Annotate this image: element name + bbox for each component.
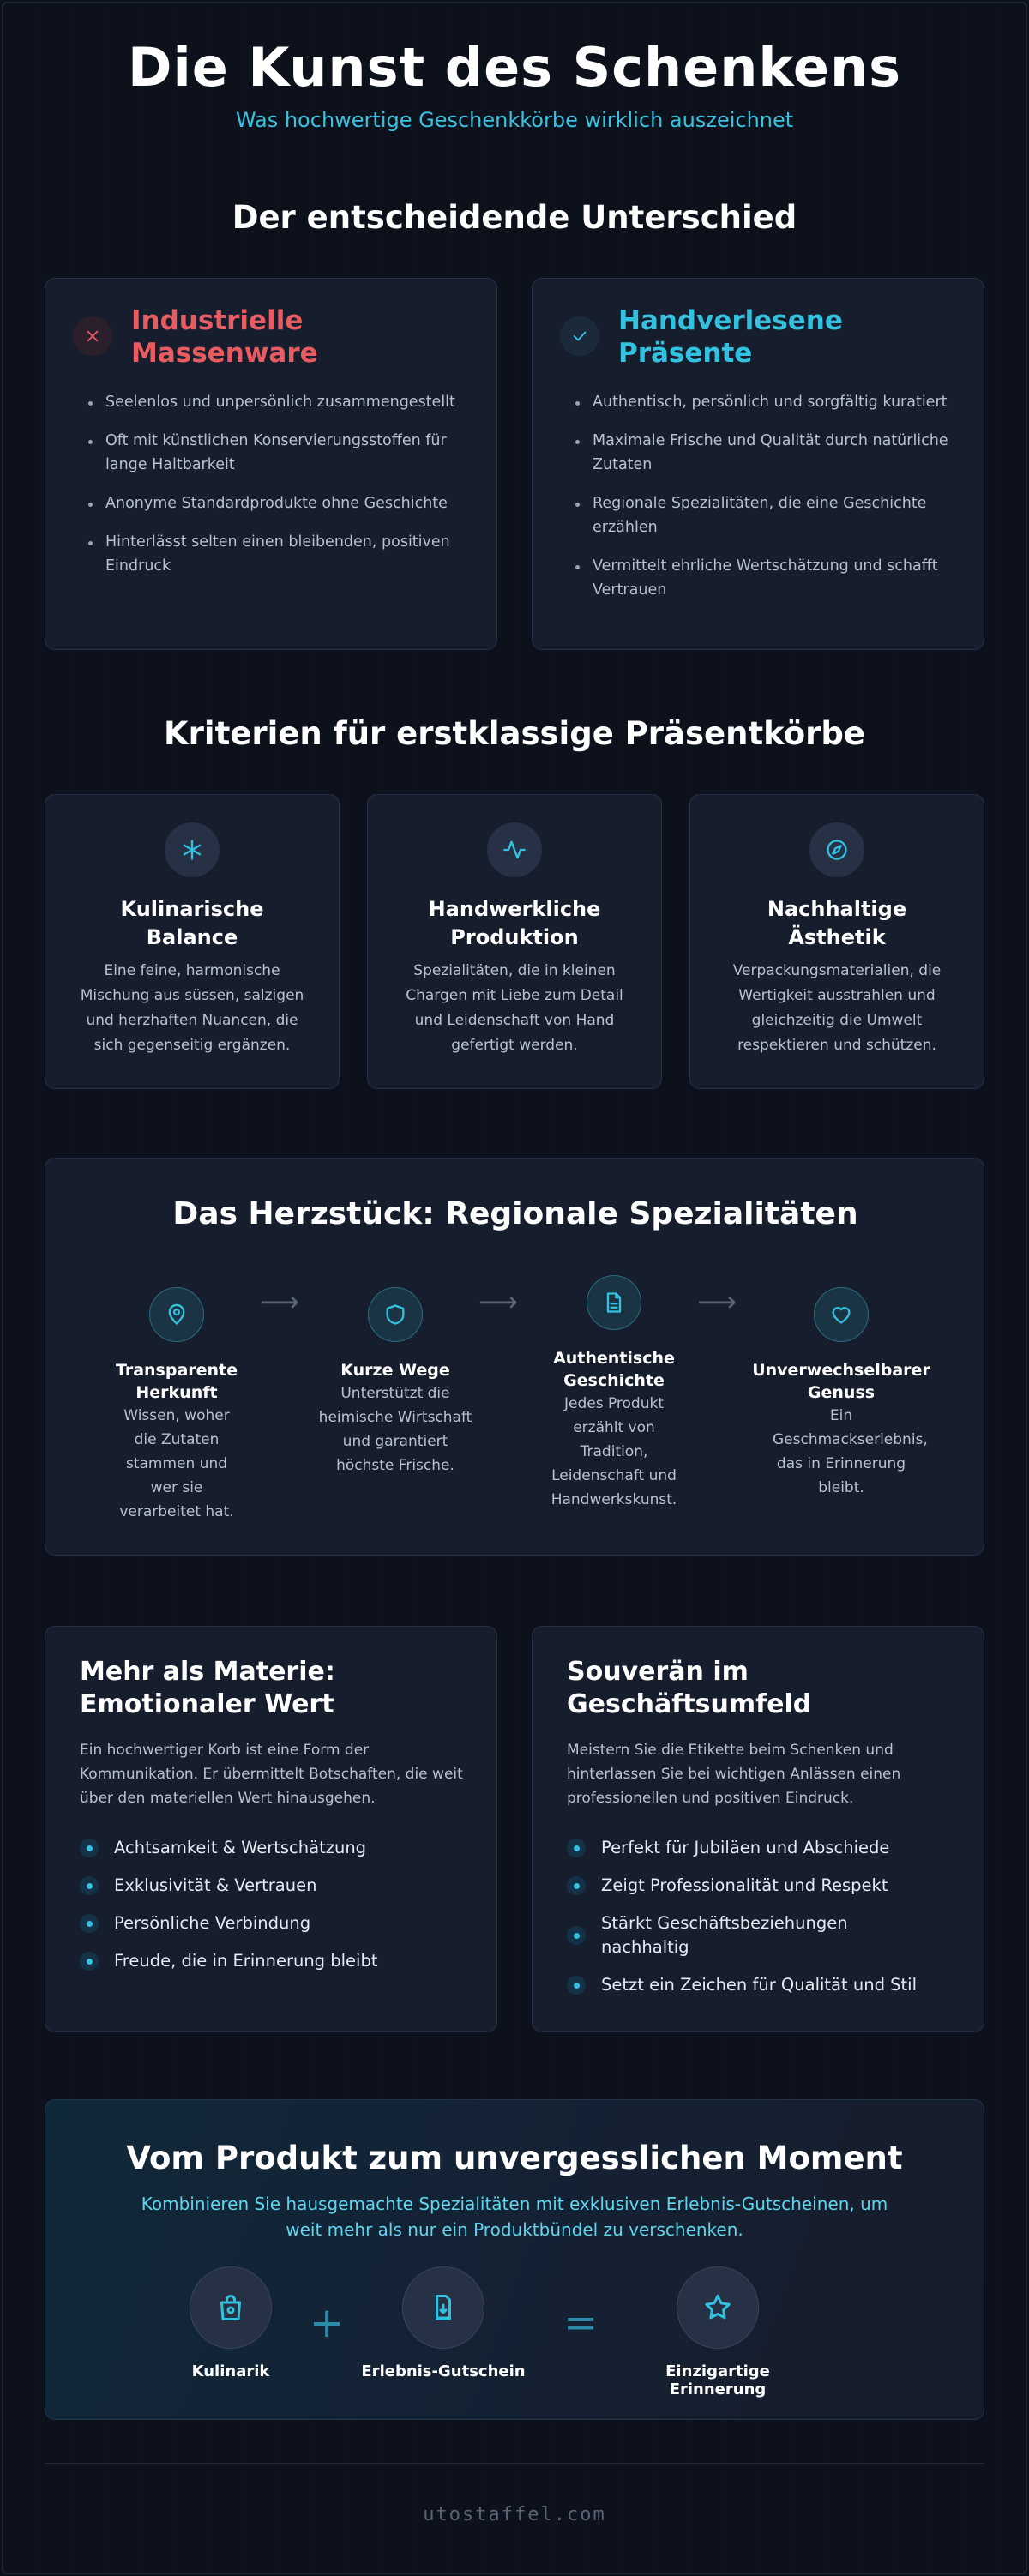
compass-icon <box>809 822 864 877</box>
moment-subtitle: Kombinieren Sie hausgemachte Spezialitäten mit exklusiven Erlebnis-Gutscheinen, um weit mehr als nur ein Produktbündel zu verschenken. <box>141 2194 888 2240</box>
criteria-text: Eine feine, harmonische Mischung aus süssen, salzigen und herzhaften Nuancen, die sich gegenseitig ergänzen. <box>80 962 304 1054</box>
moment-title: Vom Produkt zum unvergesslichen Moment <box>126 2140 903 2176</box>
bullet-dot-icon <box>80 1952 99 1971</box>
handpicked-card <box>532 278 984 650</box>
handpicked-title: Handverlesene Präsente <box>618 305 843 369</box>
criteria-title-text: Kulinarische Balance <box>120 897 264 949</box>
criteria-text: Spezialitäten, die in kleinen Chargen mit Liebe zum Detail und Leidenschaft von Hand gefertigt werden. <box>406 962 623 1054</box>
regional-card <box>45 1158 984 1556</box>
criteria-title-text: Handwerkliche Produktion <box>428 897 601 949</box>
page-subtitle: Was hochwertige Geschenkkörbe wirklich auszeichnet <box>235 108 794 132</box>
activity-icon <box>487 822 542 877</box>
bullet-dot-icon <box>567 1926 586 1945</box>
comparison-title: Der entscheidende Unterschied <box>232 199 797 236</box>
footer-divider <box>45 2463 984 2464</box>
step-text: Jedes Produkt erzählt von Tradition, Leidenschaft und Handwerkskunst. <box>551 1395 677 1508</box>
list-item: Oft mit künstlichen Konservierungsstoffen für lange Haltbarkeit <box>87 429 481 477</box>
step-title: Kurze Wege <box>340 1361 450 1380</box>
list-item: Seelenlos und unpersönlich zusammengestellt <box>87 390 481 414</box>
voucher-item <box>340 2266 546 2380</box>
criteria-card-culinary <box>45 794 340 1089</box>
step-text: Ein Geschmackserlebnis, das in Erinnerung bleibt. <box>773 1407 928 1496</box>
list-item: Stärkt Geschäftsbeziehungen nachhaltig <box>567 1911 901 1959</box>
step-text: Unterstützt die heimische Wirtschaft und garantiert höchste Frische. <box>318 1385 472 1474</box>
list-item: Perfekt für Jubiläen und Abschiede <box>567 1836 970 1860</box>
step-transparent-origin <box>95 1287 258 1524</box>
footer-brand: utostaffel.com <box>423 2504 606 2525</box>
emotional-value-title: Mehr als Materie: Emotionaler Wert <box>80 1657 335 1719</box>
equals-icon: = <box>563 2299 599 2347</box>
close-icon <box>73 316 112 356</box>
memory-item <box>615 2266 821 2398</box>
voucher-label: Erlebnis-Gutschein <box>361 2362 526 2380</box>
business-card <box>532 1626 984 2032</box>
criteria-text: Verpackungsmaterialien, die Wertigkeit ausstrahlen und gleichzeitig die Umwelt respektieren und schützen. <box>732 962 942 1054</box>
culinary-label: Kulinarik <box>191 2362 270 2380</box>
regional-title: Das Herzstück: Regionale Spezialitäten <box>172 1196 858 1231</box>
heart-icon <box>814 1287 869 1342</box>
criteria-card-aesthetics <box>689 794 984 1089</box>
moment-card <box>45 2099 984 2420</box>
step-title: Unverwechselbarer Genuss <box>752 1361 930 1402</box>
business-title: Souverän im Geschäftsumfeld <box>567 1657 812 1719</box>
criteria-title-text: Nachhaltige Ästhetik <box>767 897 907 949</box>
step-short-routes <box>314 1287 477 1478</box>
business-desc: Meistern Sie die Etikette beim Schenken und hinterlassen Sie bei wichtigen Anlässen einen professionellen und positiven Eindruck. <box>567 1742 901 1807</box>
culinary-item <box>128 2266 334 2380</box>
list-item: Maximale Frische und Qualität durch natürliche Zutaten <box>574 429 968 477</box>
list-item: Setzt ein Zeichen für Qualität und Stil <box>567 1973 970 1997</box>
memory-label: Einzigartige Erinnerung <box>665 2362 770 2398</box>
criteria-card-production <box>367 794 662 1089</box>
list-item: Exklusivität & Vertrauen <box>80 1874 483 1898</box>
plus-icon: + <box>310 2299 345 2347</box>
step-unique-taste <box>747 1287 936 1500</box>
list-item: Anonyme Standardprodukte ohne Geschichte <box>87 491 481 515</box>
file-icon <box>587 1275 641 1330</box>
shield-icon <box>368 1287 423 1342</box>
emotional-value-desc: Ein hochwertiger Korb ist eine Form der Kommunikation. Er übermittelt Botschaften, die weit über den materiellen Wert hinausgehen. <box>80 1742 463 1807</box>
check-icon <box>560 316 599 356</box>
step-title: Transparente Herkunft <box>115 1361 238 1402</box>
step-title: Authentische Geschichte <box>553 1349 675 1390</box>
mass-product-card <box>45 278 497 650</box>
emotional-value-card <box>45 1626 497 2032</box>
star-icon <box>677 2266 759 2349</box>
list-item: Achtsamkeit & Wertschätzung <box>80 1836 483 1860</box>
bullet-dot-icon <box>567 1839 586 1857</box>
step-text: Wissen, woher die Zutaten stammen und wer sie verarbeitet hat. <box>119 1407 234 1520</box>
handpicked-list <box>574 390 968 617</box>
shopping-bag-icon <box>190 2266 272 2349</box>
step-authentic-story <box>533 1275 695 1512</box>
list-item: Authentisch, persönlich und sorgfältig kuratiert <box>574 390 968 414</box>
list-item: Regionale Spezialitäten, die eine Geschichte erzählen <box>574 491 968 539</box>
mass-product-title: Industrielle Massenware <box>131 305 318 369</box>
bullet-dot-icon <box>80 1914 99 1933</box>
bullet-dot-icon <box>80 1876 99 1895</box>
bullet-dot-icon <box>567 1876 586 1895</box>
bullet-dot-icon <box>80 1839 99 1857</box>
criteria-title: Kriterien für erstklassige Präsentkörbe <box>163 715 866 752</box>
list-item: Vermittelt ehrliche Wertschätzung und schafft Vertrauen <box>574 554 968 602</box>
mass-product-list <box>87 390 481 593</box>
voucher-icon <box>402 2266 484 2349</box>
page-title: Die Kunst des Schenkens <box>127 36 902 99</box>
bullet-dot-icon <box>567 1976 586 1995</box>
map-pin-icon <box>149 1287 204 1342</box>
arrow-icon: ⟶ <box>697 1285 737 1318</box>
arrow-icon: ⟶ <box>260 1285 299 1318</box>
emotional-value-list <box>80 1836 483 1987</box>
list-item: Zeigt Professionalität und Respekt <box>567 1874 970 1898</box>
list-item: Hinterlässt selten einen bleibenden, positiven Eindruck <box>87 530 481 578</box>
asterisk-icon <box>165 822 220 877</box>
arrow-icon: ⟶ <box>478 1285 518 1318</box>
list-item: Freude, die in Erinnerung bleibt <box>80 1949 483 1973</box>
list-item: Persönliche Verbindung <box>80 1911 483 1935</box>
business-list <box>567 1836 970 2011</box>
